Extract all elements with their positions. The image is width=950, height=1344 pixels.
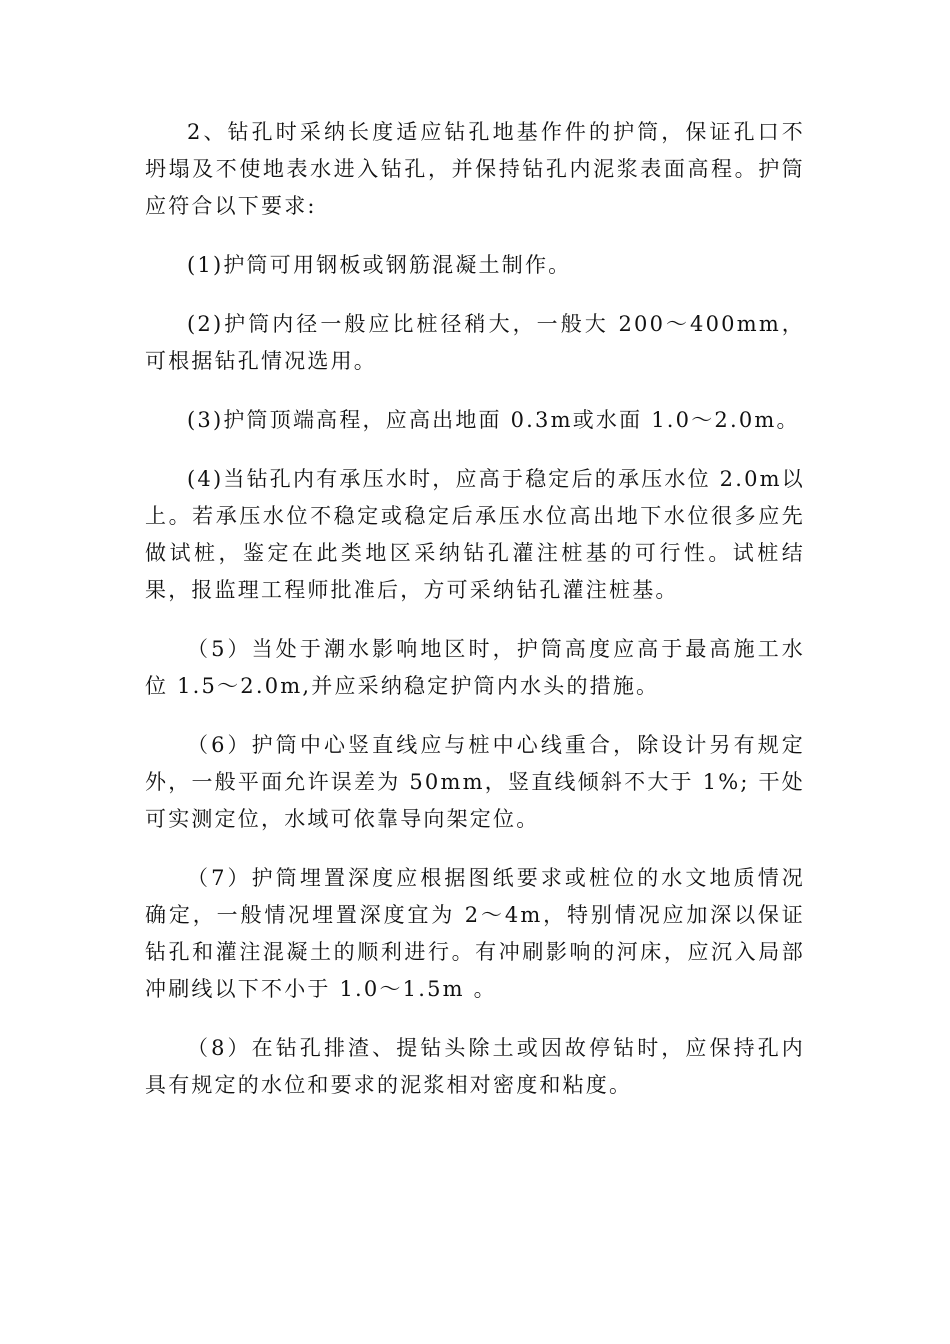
paragraph-item-3: (3)护筒顶端高程，应高出地面 0.3m或水面 1.0～2.0m。 xyxy=(187,408,800,432)
paragraph-casing-requirements: 2、钻孔时采纳长度适应钻孔地基作件的护筒，保证孔口不坍塌及不使地表水进入钻孔，并保持钻孔内泥浆表面高程。护筒应符合以下要求: xyxy=(145,120,805,218)
paragraph-item-5: （5）当处于潮水影响地区时，护筒高度应高于最高施工水位 1.5～2.0m,并应采纳稳定护筒内水头的措施。 xyxy=(145,637,805,698)
paragraph-item-6: （6）护筒中心竖直线应与桩中心线重合，除设计另有规定外，一般平面允许误差为 50mm，竖直线倾斜不大于 1%; 干处可实测定位，水域可依靠导向架定位。 xyxy=(145,733,805,831)
paragraph-item-7: （7）护筒埋置深度应根据图纸要求或桩位的水文地质情况确定，一般情况埋置深度宜为 2～4m，特别情况应加深以保证钻孔和灌注混凝土的顺利进行。有冲刷影响的河床，应沉入局部冲刷线以下不小于 1.0～1.5m 。 xyxy=(145,866,805,1001)
paragraph-item-8: （8）在钻孔排渣、提钻头除土或因故停钻时，应保持孔内具有规定的水位和要求的泥浆相对密度和粘度。 xyxy=(145,1036,805,1097)
paragraph-item-2: (2)护筒内径一般应比桩径稍大，一般大 200～400mm，可根据钻孔情况选用。 xyxy=(145,312,805,373)
paragraph-item-4: (4)当钻孔内有承压水时，应高于稳定后的承压水位 2.0m以上。若承压水位不稳定或稳定后承压水位高出地下水位很多应先做试桩，鉴定在此类地区采纳钻孔灌注桩基的可行性。试桩结果，报监理工程师批准后，方可采纳钻孔灌注桩基。 xyxy=(145,467,805,602)
document-body xyxy=(145,114,805,1126)
paragraph-item-1: (1)护筒可用钢板或钢筋混凝土制作。 xyxy=(187,253,572,277)
